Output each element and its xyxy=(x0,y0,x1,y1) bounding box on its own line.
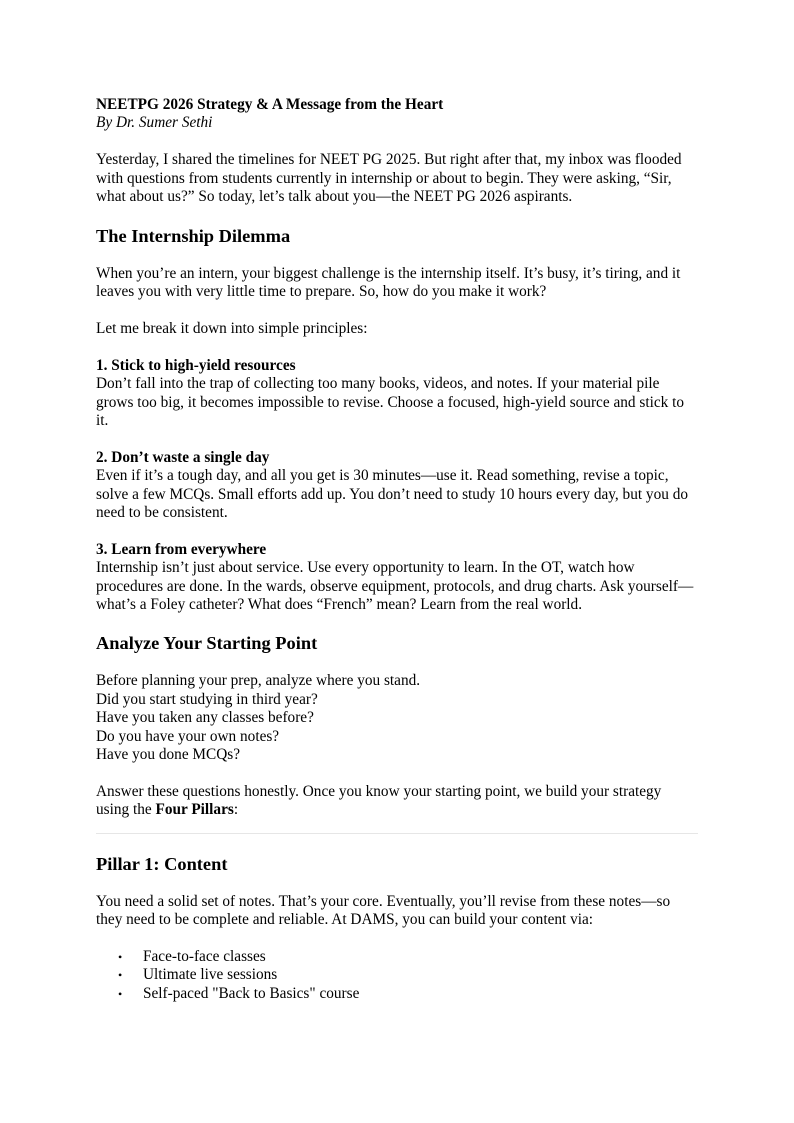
section-divider xyxy=(96,833,698,834)
analyze-line: Did you start studying in third year? xyxy=(96,690,318,708)
list-item-label: Ultimate live sessions xyxy=(143,966,278,984)
delivery-options-list xyxy=(96,948,698,1003)
intro-paragraph: Yesterday, I shared the timelines for NEET PG 2025. But right after that, my inbox was flooded with questions from students currently in internship or about to begin. They were asking, “Sir, what about us?” So today, let’s talk about you—the NEET PG 2026 aspirants. xyxy=(96,151,682,206)
author-byline: By Dr. Sumer Sethi xyxy=(96,114,213,132)
internship-paragraph-2: Let me break it down into simple principles: xyxy=(96,320,368,338)
principle-title: 2. Don’t waste a single day xyxy=(96,448,270,466)
section-heading-internship: The Internship Dilemma xyxy=(96,225,291,246)
list-item xyxy=(118,966,698,984)
principle-title: 3. Learn from everywhere xyxy=(96,540,267,558)
internship-paragraph-1: When you’re an intern, your biggest challenge is the internship itself. It’s busy, it’s tiring, and it leaves you with very little time to prepare. So, how do you make it work? xyxy=(96,264,681,301)
principle-3 xyxy=(96,541,698,615)
bullet-icon: • xyxy=(118,986,123,1001)
analyze-line: Have you taken any classes before? xyxy=(96,709,314,727)
answer-colon: : xyxy=(233,801,239,819)
principle-body: Even if it’s a tough day, and all you get is 30 minutes—use it. Read something, revise a topic, solve a few MCQs. Small efforts add up. You don’t need to study 10 hours every day, but you do need to be consistent. xyxy=(96,467,688,522)
bullet-icon: • xyxy=(118,949,123,964)
document-page xyxy=(96,96,698,1003)
pillar-1-paragraph: You need a solid set of notes. That’s your core. Eventually, you’ll revise from these notes—so they need to be complete and reliable. At DAMS, you can build your content via: xyxy=(96,892,671,929)
answer-text: Answer these questions honestly. Once you know your starting point, we build your strategy using the xyxy=(96,782,662,819)
principle-body: Internship isn’t just about service. Use every opportunity to learn. In the OT, watch how procedures are done. In the wards, observe equipment, protocols, and drug charts. Ask yourself—what’s a Foley catheter? What does “French” mean? Learn from the real world. xyxy=(96,559,694,614)
list-item-label: Face-to-face classes xyxy=(143,947,266,965)
list-item-label: Self-paced "Back to Basics" course xyxy=(143,984,360,1002)
list-item xyxy=(118,947,698,966)
analyze-questions xyxy=(96,672,698,764)
analyze-line: Do you have your own notes? xyxy=(96,727,280,745)
principle-body: Don’t fall into the trap of collecting too many books, videos, and notes. If your material pile grows too big, it becomes impossible to revise. Choose a focused, high-yield source and stick to it. xyxy=(96,375,684,430)
analyze-answer xyxy=(96,783,698,820)
title-block xyxy=(96,96,698,133)
document-title: NEETPG 2026 Strategy & A Message from the Heart xyxy=(96,96,444,113)
section-heading-pillar-1: Pillar 1: Content xyxy=(96,853,228,874)
section-heading-analyze: Analyze Your Starting Point xyxy=(96,633,318,654)
analyze-line: Have you done MCQs? xyxy=(96,746,241,764)
analyze-line: Before planning your prep, analyze where you stand. xyxy=(96,672,421,690)
list-item xyxy=(118,984,698,1003)
principle-1 xyxy=(96,357,698,431)
four-pillars-emphasis: Four Pillars xyxy=(155,801,234,819)
bullet-icon: • xyxy=(118,968,123,983)
principle-title: 1. Stick to high-yield resources xyxy=(96,356,296,374)
principle-2 xyxy=(96,449,698,523)
